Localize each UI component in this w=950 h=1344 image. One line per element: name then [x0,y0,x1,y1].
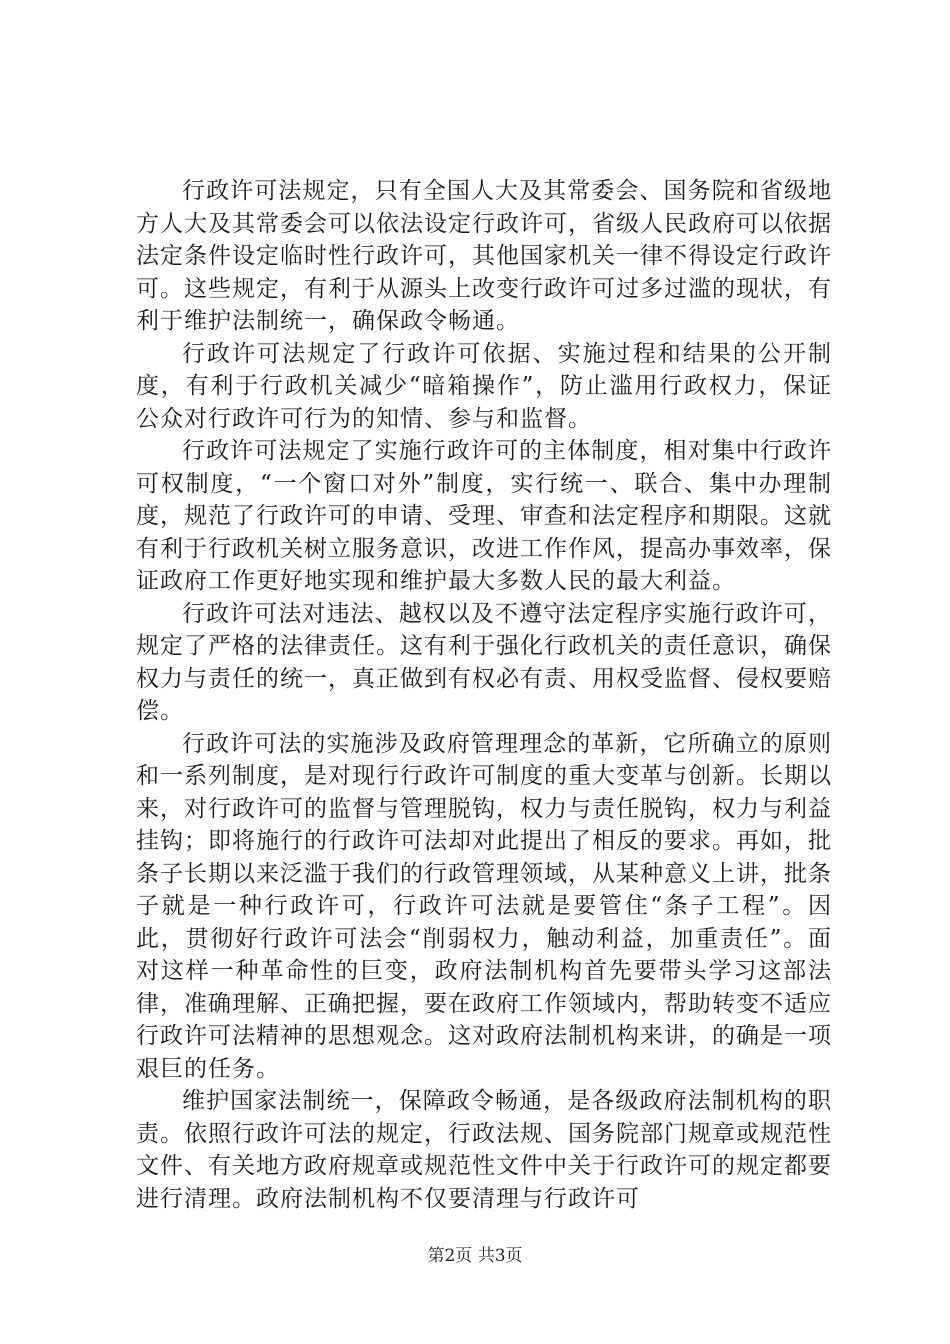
document-body [136,175,832,1215]
paragraph-2: 行政许可法规定了行政许可依据、实施过程和结果的公开制度，有利于行政机关减少“暗箱操作”，防止滥用行政权力，保证公众对行政许可行为的知情、参与和监督。 [136,340,832,432]
paragraph-1: 行政许可法规定，只有全国人大及其常委会、国务院和省级地方人大及其常委会可以依法设定行政许可，省级人民政府可以依据法定条件设定临时性行政许可，其他国家机关一律不得设定行政许可。这些规定，有利于从源头上改变行政许可过多过滥的现状，有利于维护法制统一，确保政令畅通。 [136,178,832,334]
paragraph-3: 行政许可法规定了实施行政许可的主体制度，相对集中行政许可权制度，“一个窗口对外”制度，实行统一、联合、集中办理制度，规范了行政许可的申请、受理、审查和法定程序和期限。这就有利于行政机关树立服务意识，改进工作作风，提高办事效率，保证政府工作更好地实现和维护最大多数人民的最大利益。 [136,438,832,594]
paragraph-6: 维护国家法制统一，保障政令畅通，是各级政府法制机构的职责。依照行政许可法的规定，行政法规、国务院部门规章或规范性文件、有关地方政府规章或规范性文件中关于行政许可的规定都要进行清理。政府法制机构不仅要清理与行政许可 [136,1088,832,1212]
page-number-footer: 第2页 共3页 [427,1246,523,1266]
paragraph-4: 行政许可法对违法、越权以及不遵守法定程序实施行政许可，规定了严格的法律责任。这有利于强化行政机关的责任意识，确保权力与责任的统一，真正做到有权必有责、用权受监督、侵权要赔偿。 [136,600,832,724]
paragraph-5: 行政许可法的实施涉及政府管理理念的革新，它所确立的原则和一系列制度，是对现行行政许可制度的重大变革与创新。长期以来，对行政许可的监督与管理脱钩，权力与责任脱钩，权力与利益挂钩；即将施行的行政许可法却对此提出了相反的要求。再如，批条子长期以来泛滥于我们的行政管理领域，从某种意义上讲，批条子就是一种行政许可，行政许可法就是要管住“条子工程”。因此，贯彻好行政许可法会“削弱权力，触动利益，加重责任”。面对这样一种革命性的巨变，政府法制机构首先要带头学习这部法律，准确理解、正确把握，要在政府工作领域内，帮助转变不适应行政许可法精神的思想观念。这对政府法制机构来讲，的确是一项艰巨的任务。 [136,730,832,1082]
